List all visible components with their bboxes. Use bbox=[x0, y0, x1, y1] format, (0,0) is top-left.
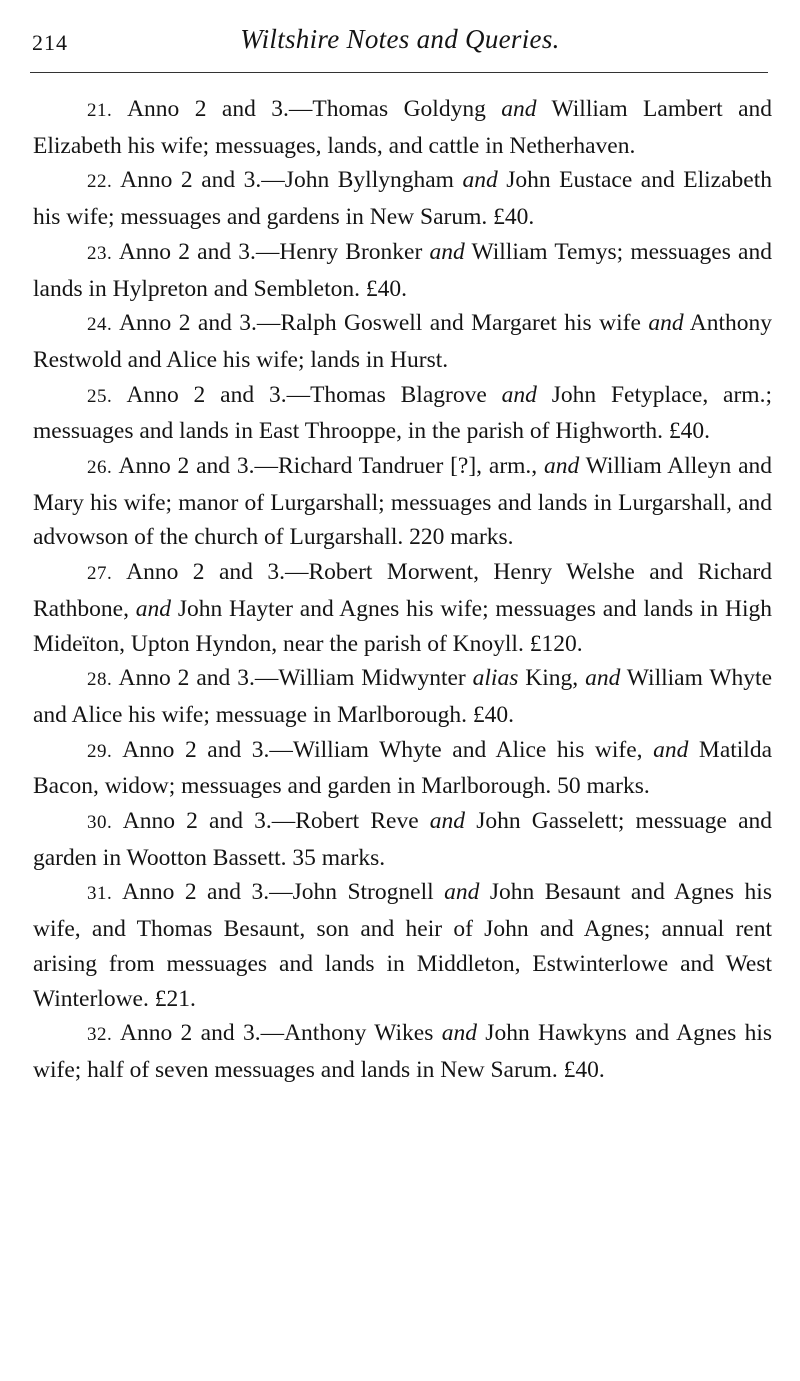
entry bbox=[33, 661, 772, 732]
entry-text: William Whyte and Alice his wife; messuage in Marlborough. £40. bbox=[33, 665, 772, 728]
entry-text: Anno 2 and 3.—John Byllyngham bbox=[120, 167, 463, 194]
entry-text: Anno 2 and 3.—Ralph Goswell and Margaret his wife bbox=[119, 310, 649, 337]
entry-list bbox=[33, 92, 772, 1088]
page-number: 214 bbox=[32, 30, 68, 55]
entry-text: John Hawkyns and Agnes his wife; half of seven messuages and lands in New Sarum. £40. bbox=[33, 1020, 772, 1083]
entry-text: Anno 2 and 3.—Robert Reve bbox=[122, 808, 430, 835]
page-header bbox=[32, 22, 768, 62]
entry bbox=[33, 306, 772, 377]
entry-text: Anno 2 and 3.—John Strognell bbox=[122, 879, 445, 906]
entry bbox=[33, 733, 772, 804]
entry-number: 32. bbox=[87, 1024, 113, 1046]
entry-text: John Eustace and Elizabeth his wife; messuages and gardens in New Sarum. £40. bbox=[33, 167, 772, 231]
entry-text: William Alleyn and Mary his wife; manor of Lurgarshall; messuages and lands in Lurgarshall, and advowson of the church of Lurgarshall. 220 marks. bbox=[33, 453, 773, 551]
entry-number: 31. bbox=[87, 883, 113, 905]
entry-number: 22. bbox=[87, 171, 113, 193]
entry-text-italic: and bbox=[544, 453, 580, 480]
entry-number: 29. bbox=[87, 740, 113, 762]
entry bbox=[33, 555, 772, 661]
entry-text: John Hayter and Agnes his wife; messuages and lands in High Mideïton, Upton Hyndon, near the parish of Knoyll. £120. bbox=[33, 595, 772, 657]
entry-text: Anno 2 and 3.—William Midwynter bbox=[118, 665, 473, 692]
entry-text: Anthony Restwold and Alice his wife; lands in Hurst. bbox=[33, 310, 772, 373]
entry bbox=[33, 378, 772, 449]
entry-text: Anno 2 and 3.—William Whyte and Alice his wife, bbox=[122, 736, 654, 763]
entry-text: John Gasselett; messuage and garden in Wootton Bassett. 35 marks. bbox=[33, 808, 772, 871]
entry-text-italic: and bbox=[648, 310, 684, 337]
entry-text: Anno 2 and 3.—Anthony Wikes bbox=[119, 1020, 442, 1047]
entry-number: 24. bbox=[87, 314, 113, 336]
entry-text-italic: alias bbox=[472, 665, 519, 692]
entry bbox=[33, 1016, 772, 1087]
entry-text-italic: and bbox=[585, 665, 621, 692]
entry-text: John Fetyplace, arm.; messuages and lands in East Throoppe, in the parish of Highworth. £40. bbox=[33, 381, 772, 445]
entry-number: 26. bbox=[87, 457, 113, 479]
entry-text-italic: and bbox=[653, 736, 689, 763]
header-rule bbox=[30, 72, 768, 73]
entry-text-italic: and bbox=[429, 238, 465, 265]
entry bbox=[33, 92, 772, 163]
entry-text: Anno 2 and 3.—Thomas Blagrove bbox=[126, 381, 502, 408]
entry-text-italic: and bbox=[429, 808, 466, 835]
entry bbox=[33, 449, 772, 555]
entry-text: Anno 2 and 3.—Thomas Goldyng bbox=[127, 96, 502, 122]
entry-number: 21. bbox=[87, 100, 113, 121]
entry-text: John Besaunt and Agnes his wife, and Thomas Besaunt, son and heir of John and Agnes; annual rent arising from messuages and lands in Middleton, Estwinterlowe and West Winterlowe. £21. bbox=[33, 879, 772, 1012]
entry-text-italic: and bbox=[444, 879, 480, 906]
entry bbox=[33, 875, 772, 1016]
entry-text: William Lambert and Elizabeth his wife; messuages, lands, and cattle in Netherhaven. bbox=[33, 96, 773, 159]
running-title: Wiltshire Notes and Queries. bbox=[240, 24, 560, 54]
entry-text: Anno 2 and 3.—Robert Morwent, Henry Welshe and Richard Rathbone, bbox=[33, 559, 773, 622]
entry-number: 30. bbox=[87, 812, 113, 834]
entry-text-italic: and bbox=[501, 96, 537, 122]
entry bbox=[33, 235, 772, 306]
entry-text: Anno 2 and 3.—Henry Bronker bbox=[118, 238, 430, 265]
entry-number: 23. bbox=[87, 242, 113, 264]
entry-number: 27. bbox=[87, 563, 113, 585]
entry-text-italic: and bbox=[441, 1020, 477, 1047]
entry-text-italic: and bbox=[135, 595, 172, 622]
entry-text: Anno 2 and 3.—Richard Tandruer [?], arm., bbox=[118, 453, 545, 480]
entry-text: Matilda Bacon, widow; messuages and garden in Marlborough. 50 marks. bbox=[33, 736, 773, 800]
entry-text-italic: and bbox=[462, 167, 498, 194]
entry-number: 25. bbox=[87, 385, 113, 407]
entry-text-italic: and bbox=[501, 381, 537, 408]
entry bbox=[33, 804, 772, 875]
entry-text: King, bbox=[518, 665, 586, 692]
entry bbox=[33, 163, 772, 234]
entry-text: William Temys; messuages and lands in Hylpreton and Sembleton. £40. bbox=[33, 238, 772, 302]
entry-number: 28. bbox=[87, 669, 113, 691]
